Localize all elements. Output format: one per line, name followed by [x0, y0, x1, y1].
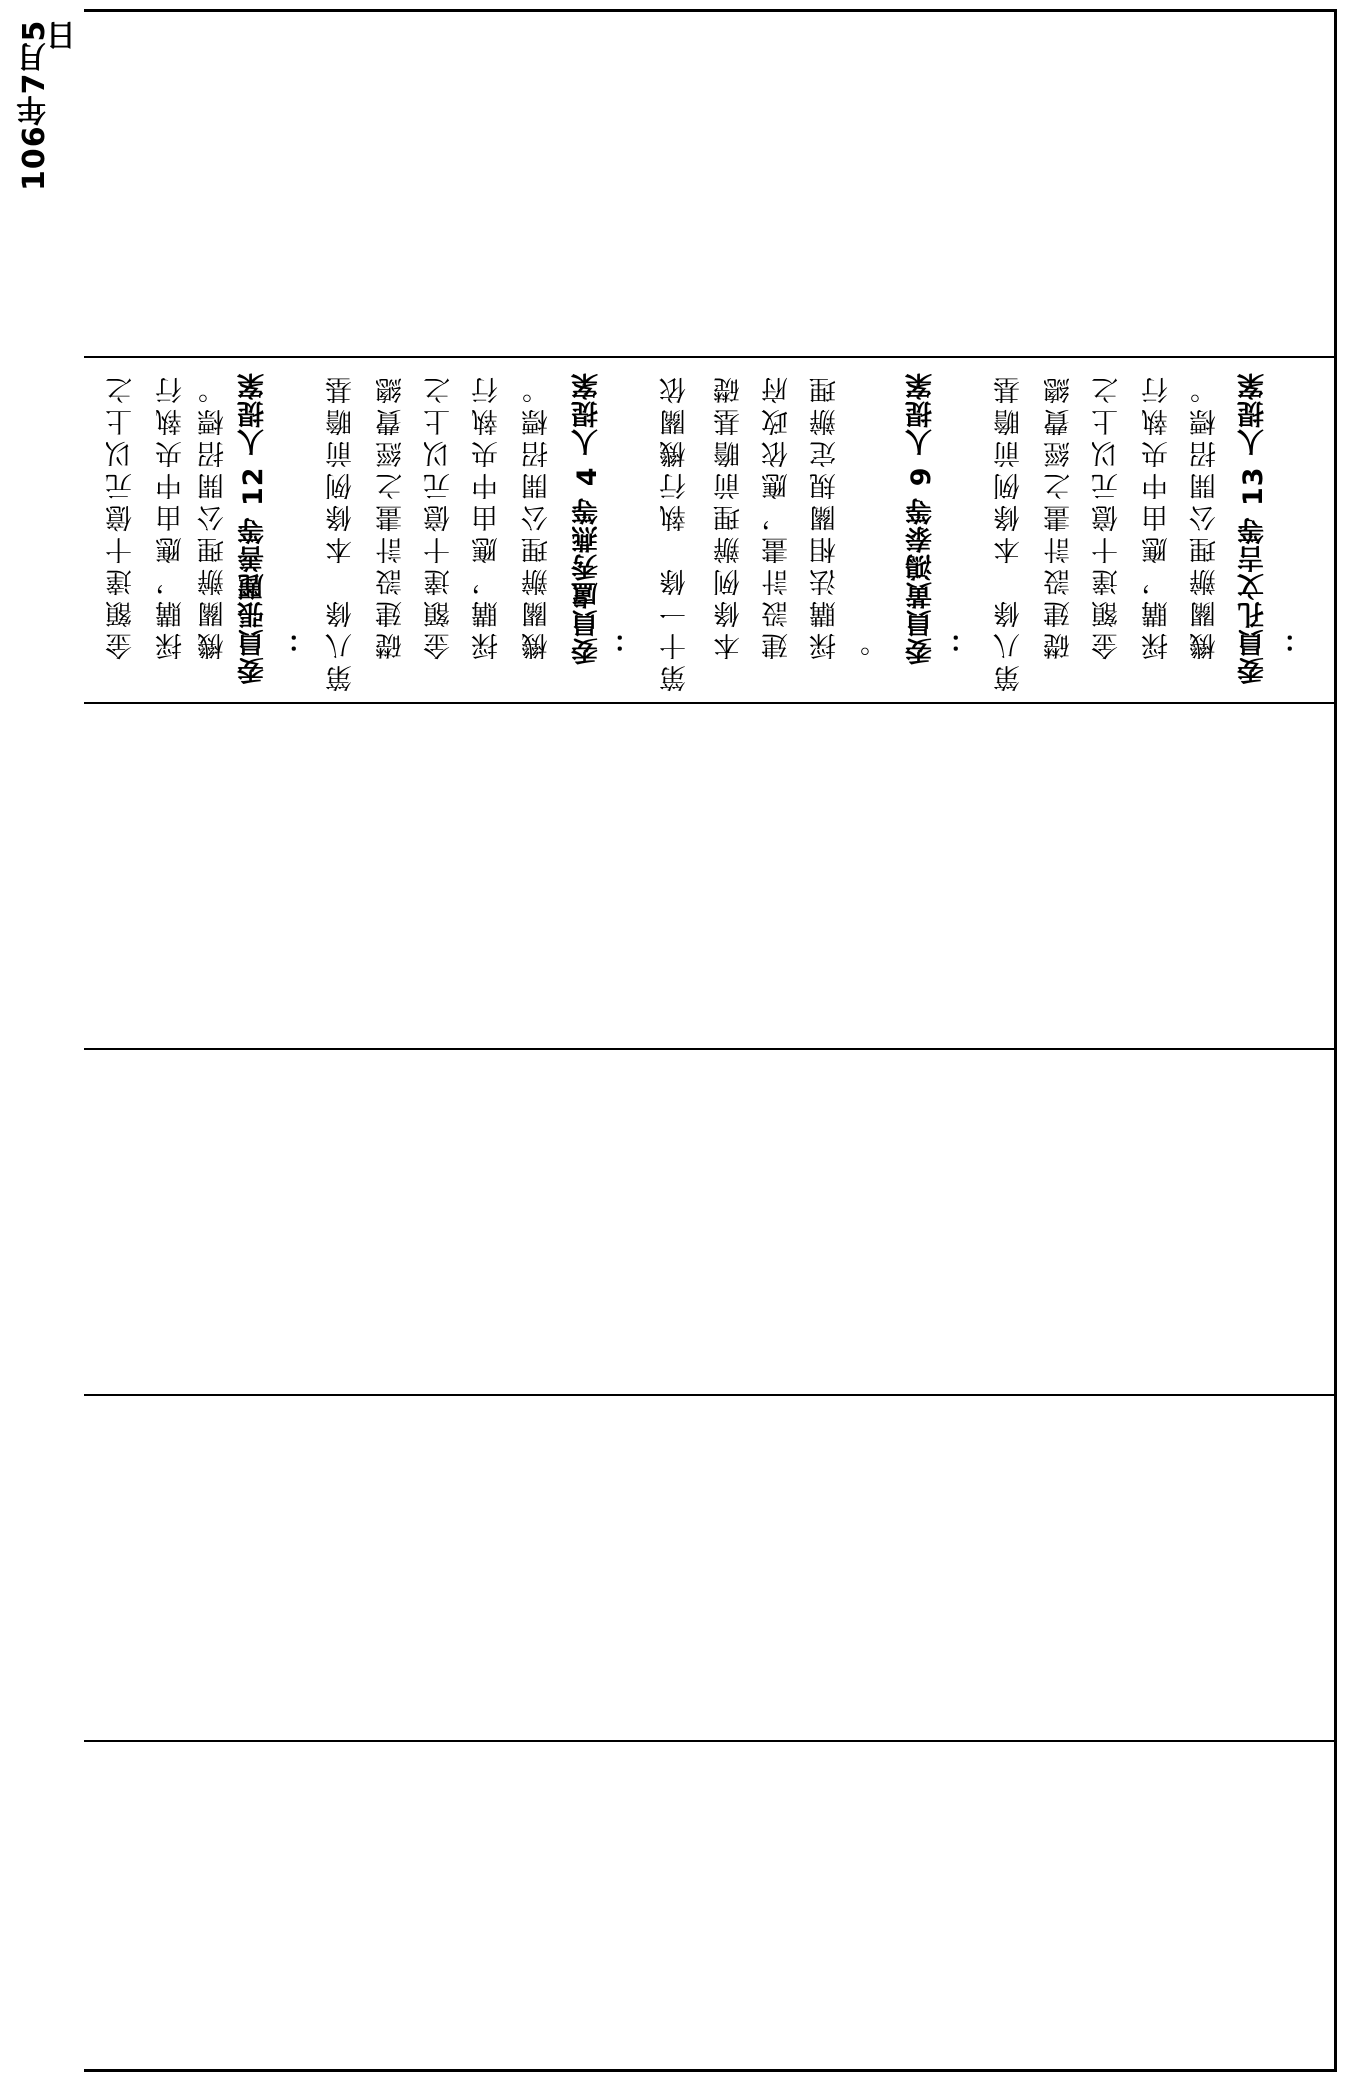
proposer-colon: ：: [614, 625, 645, 653]
proposal-text-line: 本條例辦理前瞻基礎: [714, 372, 745, 660]
proposal-text-line: 礎建設計畫之經費總: [376, 372, 407, 660]
proposal-text-line: 機關辦理公開招標。: [1190, 372, 1221, 660]
proposer-heading: 委員孔文吉等 13 人提案: [1238, 372, 1269, 685]
proposal-text-line: 建設計畫，應依政府: [762, 372, 793, 660]
proposal-text-line: 金額達十億元以上之: [1092, 372, 1123, 660]
table-row-divider: [84, 1048, 1337, 1050]
proposal-text-line: 金額達十億元以上之: [424, 372, 455, 660]
proposer-heading: 委員張麗善等 12 人提案: [238, 372, 269, 685]
table-row-divider: [84, 1740, 1337, 1742]
table-row-divider: [84, 702, 1337, 704]
proposal-text-line: 機關辦理公開招標。: [198, 372, 229, 660]
proposal-text-line: 礎建設計畫之經費總: [1044, 372, 1075, 660]
proposer-heading: 委員盧秀燕等 4 人提案: [572, 372, 603, 665]
proposal-text-line: 採購法相關規定辦理: [810, 372, 841, 660]
proposer-colon: ：: [1284, 625, 1315, 653]
proposal-text-line: 金額達十億元以上之: [106, 372, 137, 660]
proposal-text-line: 採購，應由中央執行: [1142, 372, 1173, 660]
table-frame: [84, 9, 1337, 2072]
document-date: 106年7月5日: [17, 20, 82, 192]
table-row-divider: [84, 356, 1337, 358]
proposal-text-line: 第八條 本條例前瞻基: [994, 372, 1025, 692]
proposal-text-line: 機關辦理公開招標。: [522, 372, 553, 660]
proposal-text-line: 採購，應由中央執行: [472, 372, 503, 660]
table-row-divider: [84, 1394, 1337, 1396]
proposer-heading: 委員黃鴻泰等 9 人提案: [906, 372, 937, 665]
proposal-text-line: 第十一條 執行機關依: [660, 372, 691, 692]
proposer-colon: ：: [288, 625, 319, 653]
proposer-colon: ：: [950, 625, 981, 653]
proposal-text-line: 。: [860, 625, 891, 657]
proposal-text-line: 第八條 本條例前瞻基: [326, 372, 357, 692]
proposal-text-line: 採購，應由中央執行: [156, 372, 187, 660]
